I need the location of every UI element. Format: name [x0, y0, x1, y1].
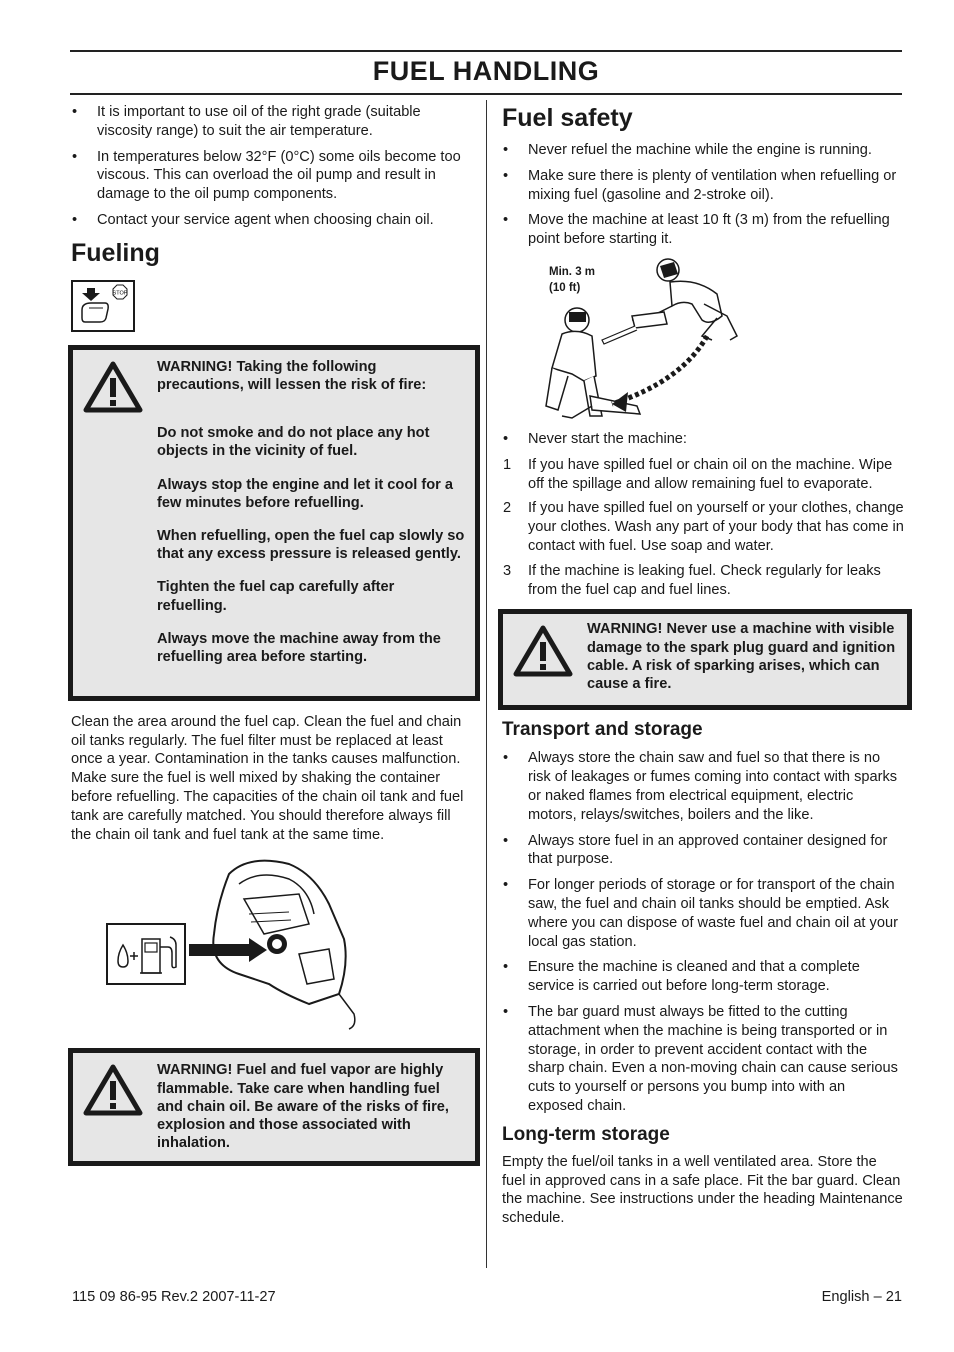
warning-box-fire — [68, 345, 480, 701]
list-item: • The bar guard must always be fitted to the cutting attachment when the machine is being transported or in storage, in order to prevent accident contact with the sharp chain. Even a non-moving chain can cause serious cuts to yourself or persons you bump into with an exposed chain. — [503, 1003, 898, 1114]
title-underline — [70, 93, 902, 95]
distance-label: Min. 3 m (10 ft) — [549, 265, 596, 294]
warning-text: WARNING! Fuel and fuel vapor are highly flammable. Take care when handling fuel and chain oil. Be aware of the risks of fire, explosion and those associated with inhalation. — [157, 1062, 449, 1152]
warning-text: Tighten the fuel cap carefully after refuelling. — [157, 579, 395, 614]
transport-heading: Transport and storage — [502, 719, 703, 741]
fueling-heading: Fueling — [71, 238, 160, 267]
list-item: • Never start the machine: — [503, 430, 687, 447]
column-divider — [486, 100, 487, 1268]
fuel-safety-bullets — [502, 141, 904, 249]
list-item: • For longer periods of storage or for transport of the chain saw, the fuel and chain oil tanks should be emptied. Ask where you can dispose of waste fuel and chain oil at your local gas station. — [503, 877, 898, 950]
arrow-icon — [189, 938, 269, 962]
list-item: • It is important to use oil of the right grade (suitable viscosity range) to suit the air temperature. — [72, 104, 421, 139]
list-item: • In temperatures below 32°F (0°C) some oils become too viscous. This can overload the oil pump and result in damage to the oil pump components. — [72, 148, 461, 203]
doc-number: 115 09 86-95 Rev.2 2007-11-27 — [72, 1289, 276, 1305]
warning-triangle-icon — [83, 360, 143, 414]
page-title: FUEL HANDLING — [372, 56, 600, 86]
warning-text: Always move the machine away from the refuelling area before starting. — [157, 630, 441, 666]
warning-box-vapor — [68, 1048, 480, 1166]
warning-triangle-icon — [83, 1063, 143, 1117]
list-item: • Never refuel the machine while the engine is running. — [503, 142, 872, 158]
stop-text: STOP — [112, 290, 128, 297]
warning-text: Do not smoke and do not place any hot objects in the vicinity of fuel. — [157, 425, 430, 460]
never-start-list — [502, 430, 904, 449]
fuel-safety-heading: Fuel safety — [502, 104, 633, 132]
min-distance-illustration — [502, 256, 902, 426]
fuel-cap-paragraph: Clean the area around the fuel cap. Clean the fuel and chain oil tanks regularly. The fuel filter must be replaced at least once a year. Contamination in the tanks causes malfunction. Make sure the fuel is well mixed by shaking the container before refuelling. The capacities of the chain oil tank and fuel tank are carefully matched. You should therefore always fill the chain oil tank and fuel tank at the same time. — [71, 713, 464, 843]
list-item: 3 If the machine is leaking fuel. Check regularly for leaks from the fuel cap and fuel lines. — [503, 562, 881, 598]
right-column — [502, 103, 904, 1228]
top-rule — [70, 50, 902, 52]
list-item: 1 If you have spilled fuel or chain oil on the machine. Wipe off the spillage and allow remaining fuel to evaporate. — [503, 456, 893, 492]
page-number: English – 21 — [821, 1289, 902, 1305]
warning-text: Always stop the engine and let it cool for a few minutes before refuelling. — [157, 476, 453, 511]
list-item: 2 If you have spilled fuel on yourself or your clothes, change your clothes. Wash any part of your body that has come in contact with fuel. Use soap and water. — [503, 500, 904, 554]
fuel-oil-icon — [106, 923, 186, 985]
warning-box-spark — [498, 609, 912, 710]
transport-bullets — [502, 749, 904, 1115]
never-start-numbered — [502, 456, 904, 600]
warning-text: WARNING! Taking the following precautions, will lessen the risk of fire: — [157, 358, 427, 393]
list-item: • Always store fuel in an approved container designed for that purpose. — [503, 832, 888, 868]
list-item: • Ensure the machine is cleaned and that a complete service is carried out before long-term storage. — [503, 959, 860, 995]
list-item: • Always store the chain saw and fuel so that there is no risk of leakages or fumes coming into contact with sparks or naked flames from electrical equipment, electric motors, relays/switches, boilers and the like. — [503, 750, 898, 823]
chainsaw-tank-illustration — [71, 850, 471, 1040]
longterm-heading: Long-term storage — [502, 1123, 670, 1145]
left-column — [71, 103, 471, 1166]
warning-text: WARNING! Never use a machine with visible damage to the spark plug guard and ignition cable. A risk of sparking arises, which can cause a fire. — [587, 621, 896, 692]
longterm-paragraph: Empty the fuel/oil tanks in a well ventilated area. Store the fuel in approved cans in a safe place. Fit the bar guard. Clean the machine. See instructions under the heading Maintenance schedule. — [502, 1153, 903, 1227]
warning-text: When refuelling, open the fuel cap slowly so that any excess pressure is released gently. — [157, 528, 465, 563]
refuel-distance-icon — [532, 256, 772, 426]
refuel-stop-symbol — [71, 280, 135, 332]
list-item: • Make sure there is plenty of ventilation when refuelling or mixing fuel (gasoline and 2-stroke oil). — [503, 167, 897, 203]
list-item: • Move the machine at least 10 ft (3 m) from the refuelling point before starting it. — [503, 212, 890, 248]
list-item: • Contact your service agent when choosing chain oil. — [72, 211, 434, 228]
warning-triangle-icon — [513, 624, 573, 678]
oil-bullets — [71, 103, 471, 230]
